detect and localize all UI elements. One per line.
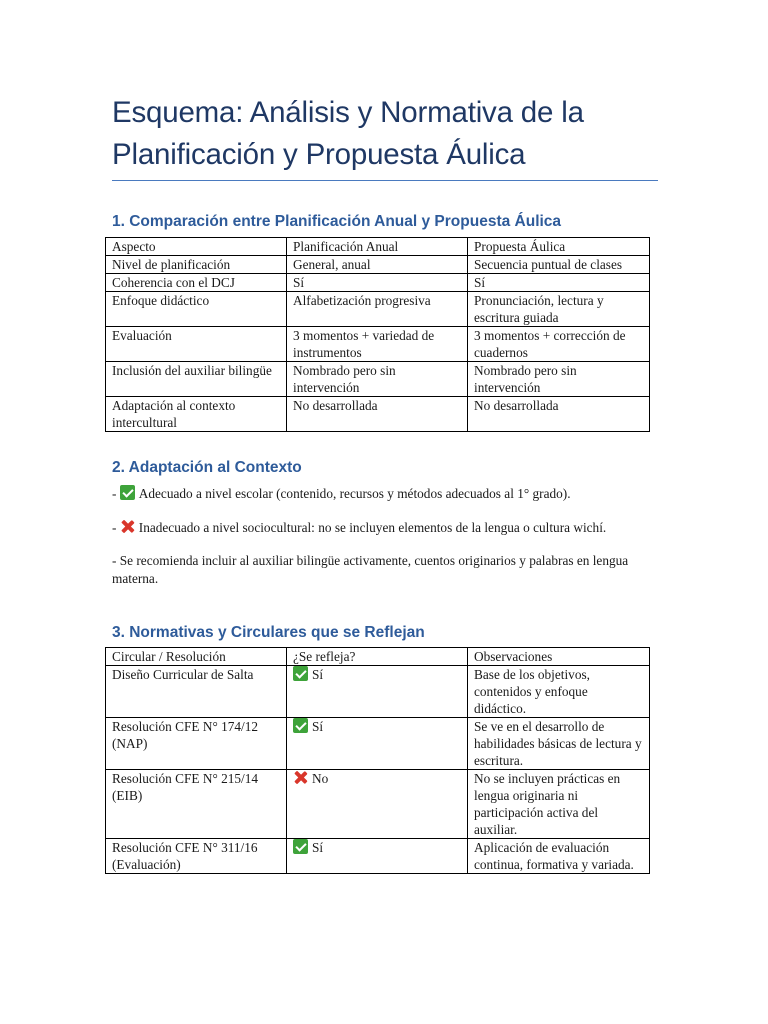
- table-cell: General, anual: [287, 256, 468, 274]
- table-cell: Nombrado pero sin intervención: [468, 362, 650, 397]
- table-cell: Resolución CFE N° 215/14 (EIB): [106, 770, 287, 839]
- table-cell: No desarrollada: [287, 397, 468, 432]
- document-title: Esquema: Análisis y Normativa de la Planificación y Propuesta Áulica: [112, 96, 584, 171]
- title-divider: [112, 180, 658, 181]
- table-row: [106, 770, 650, 839]
- header-cell: Planificación Anual: [287, 238, 468, 256]
- table-cell: Nivel de planificación: [106, 256, 287, 274]
- recommendation-text: - Se recomienda incluir al auxiliar bilingüe activamente, cuentos originarios y palabras en lengua materna.: [112, 553, 629, 586]
- check-icon: [293, 839, 308, 854]
- table-cell: Nombrado pero sin intervención: [287, 362, 468, 397]
- section-1-heading: 1. Comparación entre Planificación Anual y Propuesta Áulica: [112, 213, 562, 230]
- table-cell: [287, 666, 468, 718]
- table-cell: Alfabetización progresiva: [287, 292, 468, 327]
- table-row: [106, 362, 650, 397]
- header-cell: Aspecto: [106, 238, 287, 256]
- table-header-row: [106, 648, 650, 666]
- cross-icon: [293, 770, 308, 785]
- table-cell: Aplicación de evaluación continua, formativa y variada.: [468, 839, 650, 874]
- dash: -: [112, 520, 117, 535]
- header-cell: Propuesta Áulica: [468, 238, 650, 256]
- section-3-heading: 3. Normativas y Circulares que se Reflejan: [112, 624, 425, 641]
- table-cell: No se incluyen prácticas en lengua originaria ni participación activa del auxiliar.: [468, 770, 650, 839]
- cross-icon: [120, 519, 135, 534]
- check-icon: [293, 718, 308, 733]
- table-row: [106, 327, 650, 362]
- table-cell: Resolución CFE N° 311/16 (Evaluación): [106, 839, 287, 874]
- section-2-heading: 2. Adaptación al Contexto: [112, 459, 302, 476]
- table-cell: Adaptación al contexto intercultural: [106, 397, 287, 432]
- table-header-row: [106, 238, 650, 256]
- answer-text: No: [312, 771, 329, 786]
- answer-text: Sí: [312, 667, 324, 682]
- comparison-table: [105, 237, 650, 432]
- table-row: [106, 839, 650, 874]
- table-row: [106, 666, 650, 718]
- table-cell: [287, 770, 468, 839]
- check-icon: [293, 666, 308, 681]
- header-cell: Circular / Resolución: [106, 648, 287, 666]
- header-cell: Observaciones: [468, 648, 650, 666]
- table-cell: Resolución CFE N° 174/12 (NAP): [106, 718, 287, 770]
- table-cell: Sí: [468, 274, 650, 292]
- table-cell: Base de los objetivos, contenidos y enfoque didáctico.: [468, 666, 650, 718]
- table-row: [106, 718, 650, 770]
- answer-text: Sí: [312, 840, 324, 855]
- check-icon: [120, 485, 135, 500]
- table-cell: [287, 839, 468, 874]
- table-row: [106, 256, 650, 274]
- table-row: [106, 292, 650, 327]
- inadequate-text: Inadecuado a nivel sociocultural: no se incluyen elementos de la lengua o cultura wichí.: [138, 520, 607, 535]
- table-cell: Pronunciación, lectura y escritura guiada: [468, 292, 650, 327]
- table-cell: Enfoque didáctico: [106, 292, 287, 327]
- list-item-inadequate: [112, 519, 658, 537]
- table-cell: Evaluación: [106, 327, 287, 362]
- table-cell: Inclusión del auxiliar bilingüe: [106, 362, 287, 397]
- answer-text: Sí: [312, 719, 324, 734]
- table-cell: Coherencia con el DCJ: [106, 274, 287, 292]
- table-cell: [287, 718, 468, 770]
- table-cell: Diseño Curricular de Salta: [106, 666, 287, 718]
- table-row: [106, 397, 650, 432]
- adequate-text: Adecuado a nivel escolar (contenido, recursos y métodos adecuados al 1° grado).: [138, 486, 571, 501]
- table-cell: 3 momentos + variedad de instrumentos: [287, 327, 468, 362]
- normativas-table: [105, 647, 650, 874]
- table-cell: Se ve en el desarrollo de habilidades básicas de lectura y escritura.: [468, 718, 650, 770]
- table-cell: Secuencia puntual de clases: [468, 256, 650, 274]
- table-cell: Sí: [287, 274, 468, 292]
- table-row: [106, 274, 650, 292]
- table-cell: 3 momentos + corrección de cuadernos: [468, 327, 650, 362]
- list-item-adequate: [112, 485, 658, 503]
- table-cell: No desarrollada: [468, 397, 650, 432]
- dash: -: [112, 486, 117, 501]
- header-cell: ¿Se refleja?: [287, 648, 468, 666]
